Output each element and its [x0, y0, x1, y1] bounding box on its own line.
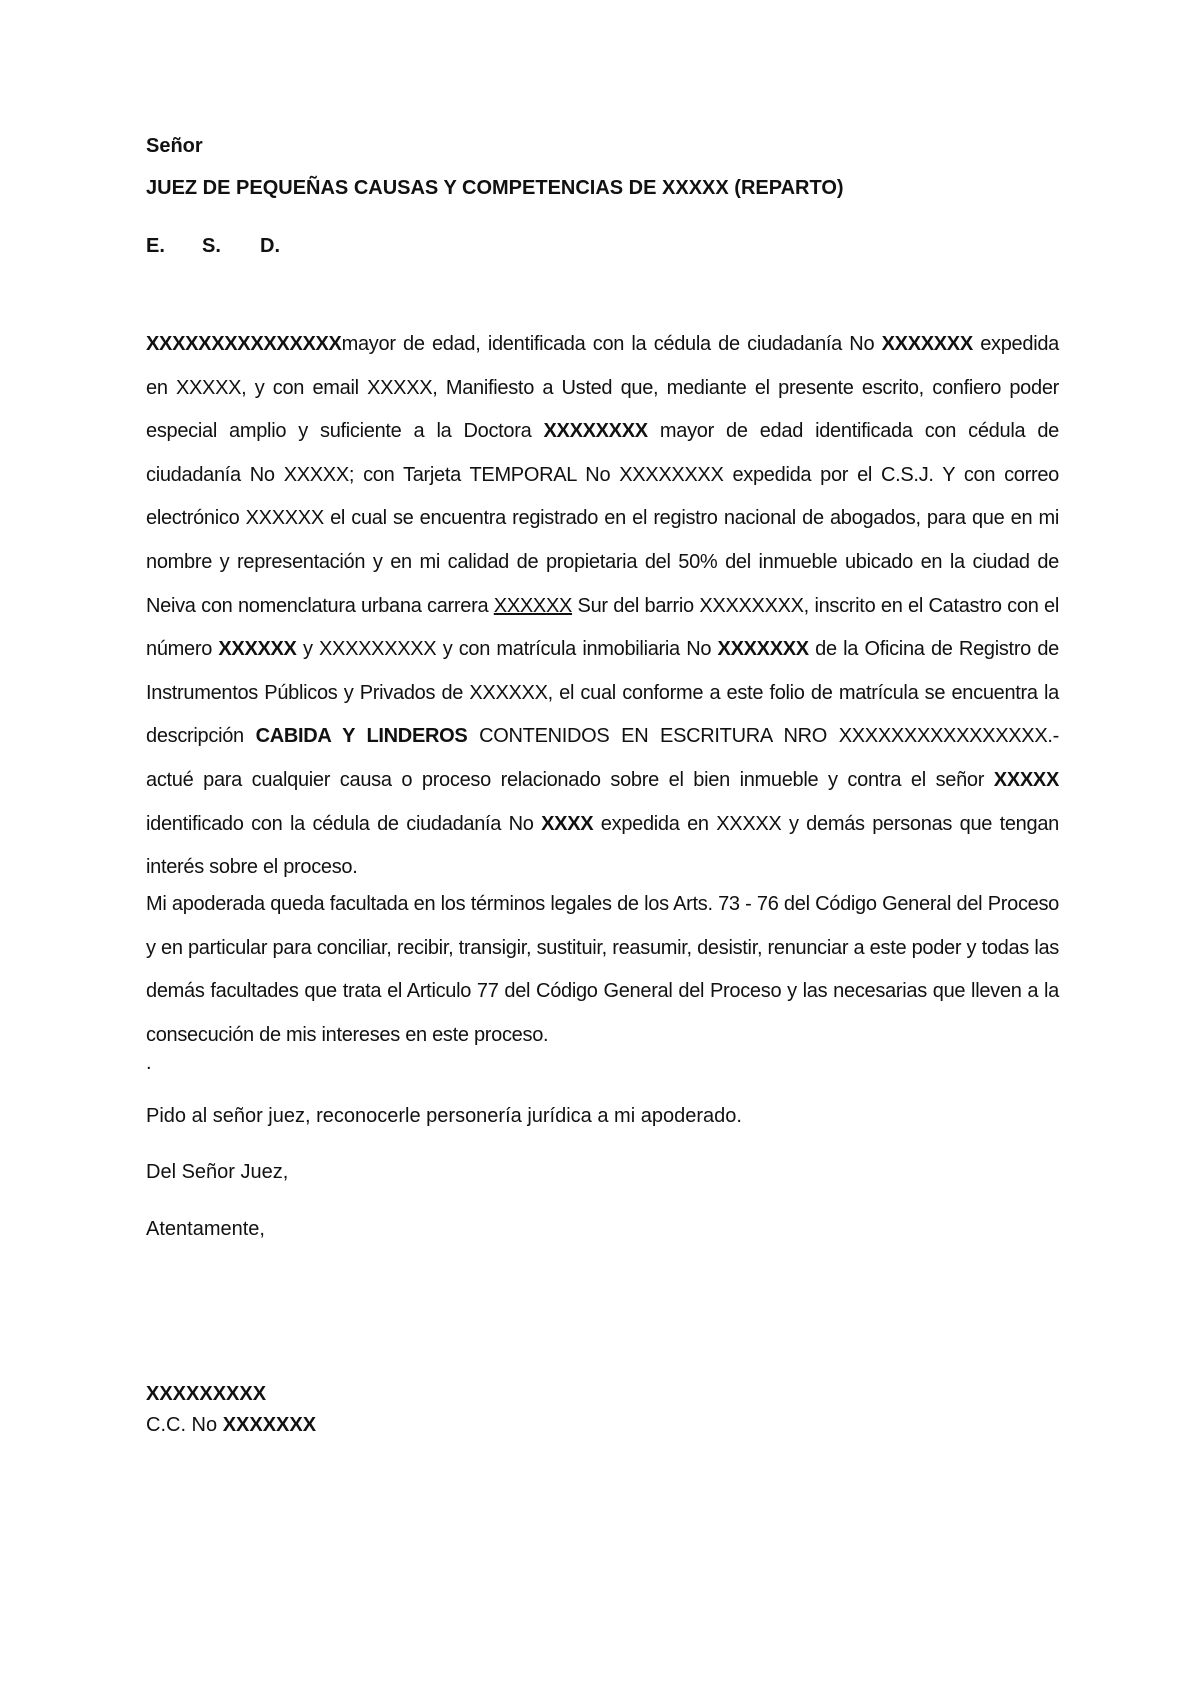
esd-e: E.: [146, 235, 165, 257]
p1-text: expedida en XXXXX, y con email XXXXX, Manifiesto a Usted que, mediante el presente escrito, confiero poder especial amplio y suficiente a la Doctora: [146, 333, 1059, 443]
p1-text: mayor de edad identificada con cédula de ciudadanía No XXXXX; con Tarjeta TEMPORAL No XXXXXXXX expedida por el C.S.J. Y con correo electrónico XXXXXX el cual se encuentra registrado en el registro nacional de abogados, para que en mi nombre y representación y en mi calidad de propietaria del 50% del inmueble ubicado en la ciudad de Neiva con nomenclatura urbana carrera: [146, 420, 1059, 617]
dot: .: [146, 1052, 152, 1074]
cadastre-number: XXXXXX: [218, 638, 297, 661]
address-number: XXXXXX: [493, 594, 573, 617]
esd-d: D.: [260, 235, 280, 257]
signature-id-prefix: C.C. No: [146, 1414, 223, 1436]
p1-text: CONTENIDOS EN ESCRITURA NRO XXXXXXXXXXXXXXXX.- actué para cualquier causa o proceso relacionado sobre el bien inmueble y contra el señor: [146, 725, 1059, 791]
regards-line: Atentamente,: [146, 1218, 265, 1240]
salutation: Señor: [146, 135, 203, 157]
addressee: JUEZ DE PEQUEÑAS CAUSAS Y COMPETENCIAS DE XXXXX (REPARTO): [146, 177, 844, 199]
request-line: Pido al señor juez, reconocerle personería jurídica a mi apoderado.: [146, 1105, 742, 1127]
esd-s: S.: [202, 235, 221, 257]
esd-line: [146, 235, 280, 258]
attorney-name: XXXXXXXX: [543, 420, 648, 443]
signature-id: [146, 1414, 316, 1437]
registry-number: XXXXXXX: [717, 638, 809, 661]
paragraph-power-of-attorney: [146, 323, 1059, 890]
signature-id-value: XXXXXXX: [222, 1414, 317, 1436]
p1-text: Sur del barrio XXXXXXXX, inscrito en el Catastro con el número: [146, 594, 1059, 661]
grantor-id: XXXXXXX: [881, 333, 973, 355]
defendant-name: XXXXX: [993, 768, 1059, 791]
signature-name: XXXXXXXXX: [146, 1383, 267, 1405]
p1-text: mayor de edad, identificada con la cédula de ciudadanía No: [341, 333, 882, 355]
closing-line: Del Señor Juez,: [146, 1161, 289, 1183]
cabida-linderos: CABIDA Y LINDEROS: [255, 725, 468, 748]
defendant-id: XXXX: [541, 812, 594, 835]
p1-text: identificado con la cédula de ciudadanía No: [146, 812, 542, 835]
p1-text: de la Oficina de Registro de Instrumentos Públicos y Privados de XXXXXX, el cual conforme a este folio de matrícula se encuentra la descripción: [146, 638, 1059, 748]
p1-text: expedida en XXXXX y demás personas que tengan interés sobre el proceso.: [146, 812, 1059, 879]
paragraph-faculties: Mi apoderada queda facultada en los términos legales de los Arts. 73 - 76 del Código General del Proceso y en particular para conciliar, recibir, transigir, sustituir, reasumir, desistir, renunciar a este poder y todas las demás facultades que trata el Articulo 77 del Código General del Proceso y las necesarias que lleven a la consecución de mis intereses en este proceso.: [146, 893, 1059, 1046]
grantor-name: XXXXXXXXXXXXXXX: [146, 333, 342, 355]
p1-text: y XXXXXXXXX y con matrícula inmobiliaria No: [296, 638, 718, 661]
